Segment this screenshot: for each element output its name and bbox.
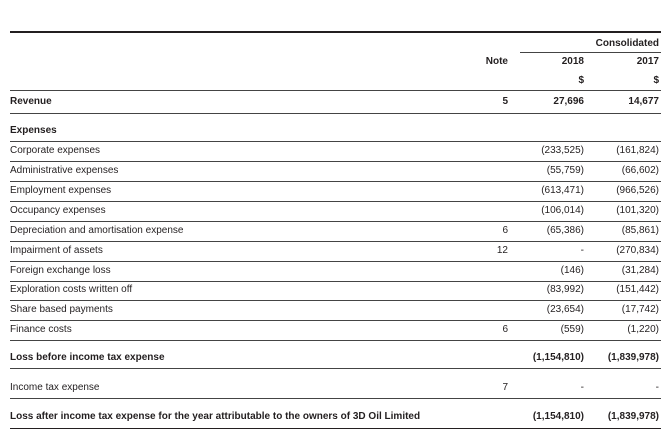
expense-2018: (146) [560, 265, 584, 276]
row-rule [10, 161, 661, 162]
expense-2018: (106,014) [541, 205, 584, 216]
revenue-label: Revenue [10, 96, 52, 107]
expense-note: 6 [502, 324, 508, 335]
loss-after-2018: (1,154,810) [532, 411, 584, 422]
expense-label: Depreciation and amortisation expense [10, 225, 184, 236]
header-consolidated: Consolidated [595, 38, 659, 49]
income-tax-2018: - [580, 382, 584, 393]
row-rule [10, 181, 661, 182]
expense-2018: - [580, 245, 584, 256]
expense-2018: (83,992) [546, 284, 584, 295]
expense-2017: (270,834) [616, 245, 659, 256]
income-tax-label: Income tax expense [10, 382, 100, 393]
expense-label: Finance costs [10, 324, 72, 335]
header-currency-2018: $ [578, 75, 584, 86]
row-rule [10, 241, 661, 242]
loss-before-label: Loss before income tax expense [10, 352, 165, 363]
expense-label: Foreign exchange loss [10, 265, 111, 276]
expense-label: Administrative expenses [10, 165, 119, 176]
row-rule [10, 281, 661, 282]
consolidated-rule [520, 52, 661, 53]
expense-label: Employment expenses [10, 185, 112, 196]
expense-2018: (65,386) [546, 225, 584, 236]
expenses-heading-rule [10, 141, 661, 142]
revenue-rule [10, 113, 661, 114]
expense-2017: (31,284) [621, 265, 659, 276]
row-rule [10, 300, 661, 301]
loss-after-label: Loss after income tax expense for the year attributable to the owners of 3D Oil Limited [10, 411, 421, 422]
expense-2017: (101,320) [616, 205, 659, 216]
expense-label: Corporate expenses [10, 145, 101, 156]
expense-2018: (23,654) [546, 304, 584, 315]
expense-2018: (233,525) [541, 145, 584, 156]
revenue-2018: 27,696 [553, 96, 584, 107]
header-currency-2017: $ [653, 75, 659, 86]
expense-2017: (151,442) [616, 284, 659, 295]
top-rule [10, 31, 661, 33]
expenses-heading: Expenses [10, 125, 57, 136]
loss-after-2017: (1,839,978) [607, 411, 659, 422]
header-rule [10, 90, 661, 91]
expense-2017: (66,602) [621, 165, 659, 176]
expense-label: Share based payments [10, 304, 113, 315]
expense-label: Exploration costs written off [10, 284, 133, 295]
header-note: Note [485, 56, 508, 67]
expense-2017: (161,824) [616, 145, 659, 156]
loss-before-2018: (1,154,810) [532, 352, 584, 363]
expense-2018: (613,471) [541, 185, 584, 196]
expense-label: Impairment of assets [10, 245, 103, 256]
expense-2017: (966,526) [616, 185, 659, 196]
row-rule [10, 261, 661, 262]
header-2018: 2018 [561, 56, 584, 67]
row-rule [10, 201, 661, 202]
expense-note: 12 [496, 245, 508, 256]
header-2017: 2017 [636, 56, 659, 67]
expense-label: Occupancy expenses [10, 205, 106, 216]
revenue-note: 5 [502, 96, 508, 107]
expense-2017: (17,742) [621, 304, 659, 315]
expense-2017: (1,220) [627, 324, 659, 335]
bottom-rule [10, 428, 661, 429]
loss-before-2017: (1,839,978) [607, 352, 659, 363]
expense-2018: (55,759) [546, 165, 584, 176]
income-tax-2017: - [655, 382, 659, 393]
income-tax-rule [10, 398, 661, 399]
row-rule [10, 221, 661, 222]
row-rule [10, 340, 661, 341]
expense-2017: (85,861) [621, 225, 659, 236]
expense-note: 6 [502, 225, 508, 236]
revenue-2017: 14,677 [628, 96, 659, 107]
row-rule [10, 320, 661, 321]
income-tax-note: 7 [502, 382, 508, 393]
loss-before-rule [10, 368, 661, 369]
expense-2018: (559) [560, 324, 584, 335]
